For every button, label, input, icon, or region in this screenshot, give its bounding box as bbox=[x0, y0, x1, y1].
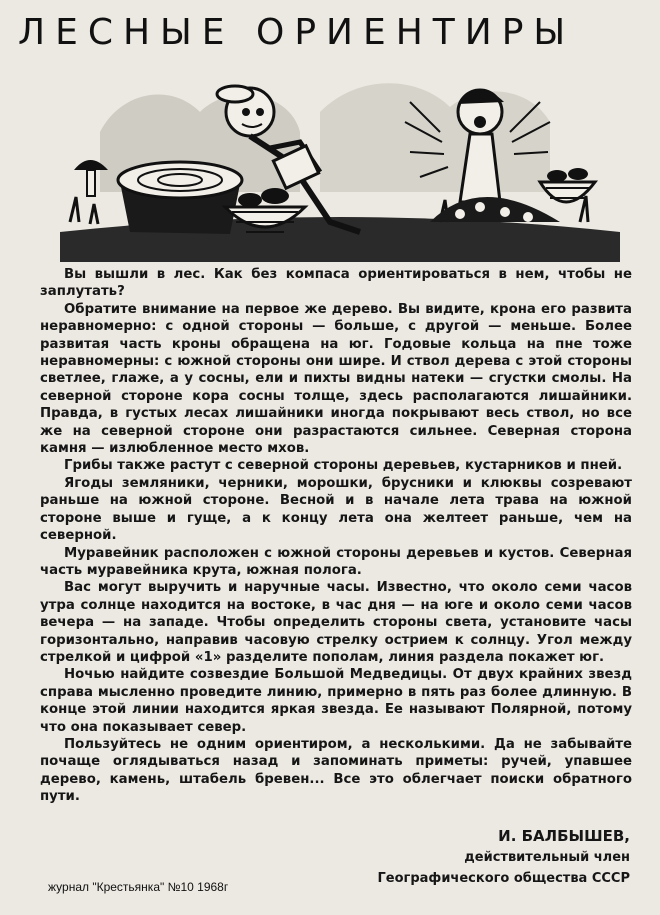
tree-stump-icon bbox=[118, 162, 242, 234]
author-signature bbox=[300, 825, 630, 889]
author-affiliation: Географического общества СССР bbox=[377, 871, 630, 886]
forest-illustration bbox=[60, 72, 620, 262]
article-paragraph: Пользуйтесь не одним ориентиром, а несколькими. Да не забывайте почаще оглядываться назад и запоминать приметы: ручей, упавшее дерево, камень, штабель бревен... Все это облегчает поиски обратного пути. bbox=[40, 736, 632, 805]
article-paragraph: Вас могут выручить и наручные часы. Известно, что около семи часов утра солнце находится на востоке, в час дня — на юге и около семи часов вечера — на западе. Чтобы определить стороны света, установите часы горизонтально, направив часовую стрелку острием к солнцу. Угол между стрелкой и цифрой «1» разделите пополам, линия раздела покажет юг. bbox=[40, 580, 632, 665]
article-paragraph: Ночью найдите созвездие Большой Медведицы. От двух крайних звезд справа мысленно проведите линию, примерно в пять раз более длинную. В конце этой линии находится яркая звезда. Ее называют Полярной, потому что она показывает север. bbox=[40, 667, 632, 735]
article-paragraph: Грибы также растут с северной стороны деревьев, кустарников и пней. bbox=[64, 458, 623, 474]
source-note: журнал "Крестьянка" №10 1968г bbox=[48, 880, 229, 894]
article-body bbox=[40, 266, 632, 806]
page-title: ЛЕСНЫЕ ОРИЕНТИРЫ bbox=[18, 12, 576, 53]
article-paragraph: Вы вышли в лес. Как без компаса ориентироваться в нем, чтобы не заплутать? bbox=[40, 267, 632, 300]
article-paragraph: Ягоды земляники, черники, морошки, брусники и клюквы созревают раньше на южной стороне. Весной и в начале лета трава на южной стороне выше и гуще, а к концу лета она желтеет раньше, чем на северной. bbox=[40, 475, 632, 544]
article-paragraph: Обратите внимание на первое же дерево. Вы видите, крона его развита неравномерно: с одной стороны — больше, с другой — меньше. Более развитая часть кроны обращена на юг. Годовые кольца на пне тоже неравномерны: с южной стороны они шире. И ствол дерева с этой стороны светлее, глаже, а у сосны, ели и пихты видны натеки — сгустки смолы. На северной стороне кора сосны толще, здесь располагаются лишайники. Правда, в густых лесах лишайники иногда покрывают весь ствол, но все же на северной стороне они разрастаются сильнее. Северная сторона камня — излюбленное место мхов. bbox=[40, 301, 632, 457]
author-role: действительный член bbox=[464, 850, 630, 865]
article-paragraph: Муравейник расположен с южной стороны деревьев и кустов. Северная часть муравейника крута, южная полога. bbox=[40, 545, 632, 578]
author-name: И. БАЛБЫШЕВ, bbox=[498, 827, 630, 845]
